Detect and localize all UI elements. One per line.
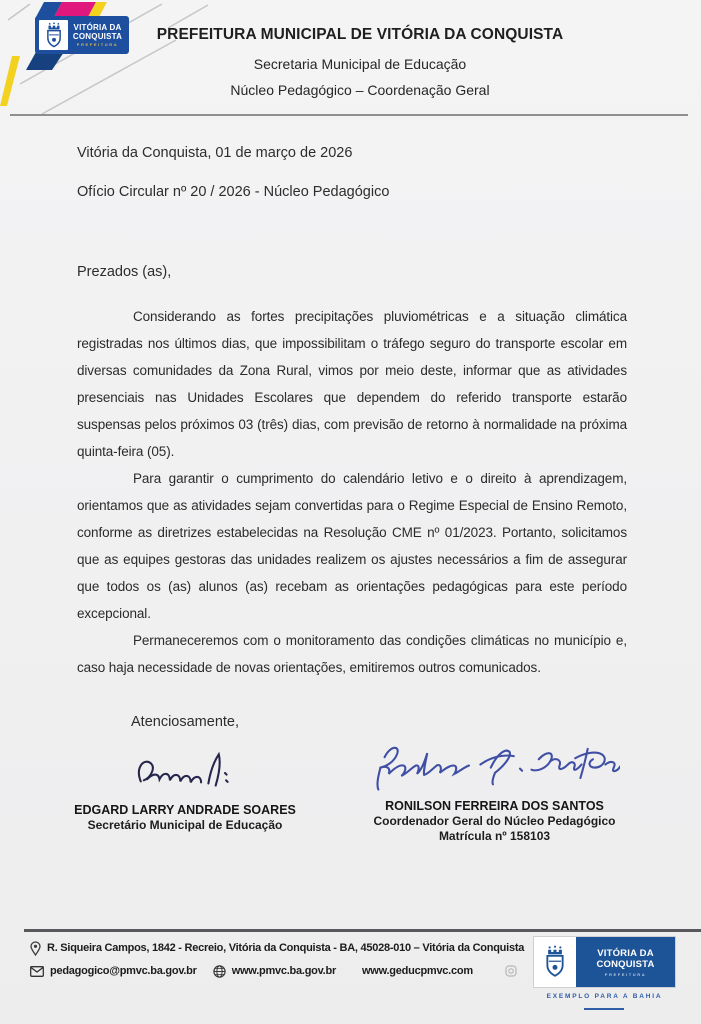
paragraph-2: Para garantir o cumprimento do calendário letivo e o direito à aprendizagem, orientamos que as atividades sejam convertidas para o Regime Especial de Ensino Remoto, conforme as diretrizes estabelecidas na Resolução CME nº 01/2023. Portanto, solicitamos que as equipes gestoras das unidades realizem os ajustes necessários a fim de assegurar que todos os (as) alunos (as) recebam as orientações pedagógicas para este período excepcional. <box>77 471 627 621</box>
footer-website-geduc: www.geducpmvc.com <box>361 965 473 977</box>
signature-block-coordinator <box>352 736 637 844</box>
signatory-role: Secretário Municipal de Educação <box>87 818 283 832</box>
globe-icon <box>213 965 226 978</box>
location-pin-icon <box>30 941 41 956</box>
closing: Atenciosamente, <box>131 714 240 730</box>
footer-contact <box>30 938 535 981</box>
footer-logo-subtitle: PREFEITURA <box>604 971 647 977</box>
footer-logo-city-line2: CONQUISTA <box>596 958 655 970</box>
place-date: Vitória da Conquista, 01 de março de 2026 <box>77 145 353 161</box>
logo-city-line1: VITÓRIA DA <box>73 23 122 32</box>
org-department: Núcleo Pedagógico – Coordenação Geral <box>230 82 490 98</box>
letter-paragraphs <box>77 303 627 681</box>
email-icon <box>30 966 44 977</box>
paragraph-3: Permaneceremos com o monitoramento das condições climáticas no município e, caso haja necessidade de novas orientações, emitiremos outros comunicados. <box>77 633 627 675</box>
coat-of-arms-icon <box>39 20 68 50</box>
social-icon <box>505 965 517 977</box>
handwritten-signature-coordinator <box>370 736 620 794</box>
document-reference: Ofício Circular nº 20 / 2026 - Núcleo Pedagógico <box>77 184 390 200</box>
city-hall-logo <box>35 16 129 54</box>
logo-city-line2: CONQUISTA <box>72 32 123 41</box>
salutation: Prezados (as), <box>77 264 172 280</box>
footer-slogan: EXEMPLO PARA A BAHIA <box>546 993 663 1000</box>
org-title: PREFEITURA MUNICIPAL DE VITÓRIA DA CONQUISTA <box>156 26 564 43</box>
footer-email: pedagogico@pmvc.ba.gov.br <box>50 965 197 977</box>
paragraph-1: Considerando as fortes precipitações pluviométricas e a situação climática registradas nos últimos dias, que impossibilitam o tráfego seguro do transporte escolar em diversas comunidades da Zona Rural, vimos por meio deste, informar que as atividades presenciais nas Unidades Escolares que dependem do referido transporte estarão suspensas pelos próximos 03 (três) dias, com previsão de retorno à normalidade na próxima quinta-feira (05). <box>77 309 627 459</box>
footer-slogan-underline <box>584 1008 624 1010</box>
handwritten-signature-secretary <box>128 746 243 798</box>
footer-website-pmvc: www.pmvc.ba.gov.br <box>231 965 336 977</box>
footer-city-hall-logo <box>533 936 676 988</box>
footer-logo-city-line1: VITÓRIA DA <box>597 947 654 959</box>
signatory-name: RONILSON FERREIRA DOS SANTOS <box>385 799 604 813</box>
footer-coat-of-arms-icon <box>534 937 576 987</box>
logo-subtitle: PREFEITURA <box>76 42 119 47</box>
org-secretariat: Secretaria Municipal de Educação <box>253 56 467 72</box>
footer-divider <box>24 929 701 932</box>
footer-address: R. Siqueira Campos, 1842 - Recreio, Vitória da Conquista - BA, 45028-010 – Vitória da Conquista <box>47 942 525 954</box>
signatory-registration: Matrícula nº 158103 <box>438 829 551 843</box>
signatory-role: Coordenador Geral do Núcleo Pedagógico <box>373 814 616 828</box>
header-divider <box>10 114 688 116</box>
signature-block-secretary <box>70 746 300 833</box>
signatory-name: EDGARD LARRY ANDRADE SOARES <box>74 803 296 817</box>
